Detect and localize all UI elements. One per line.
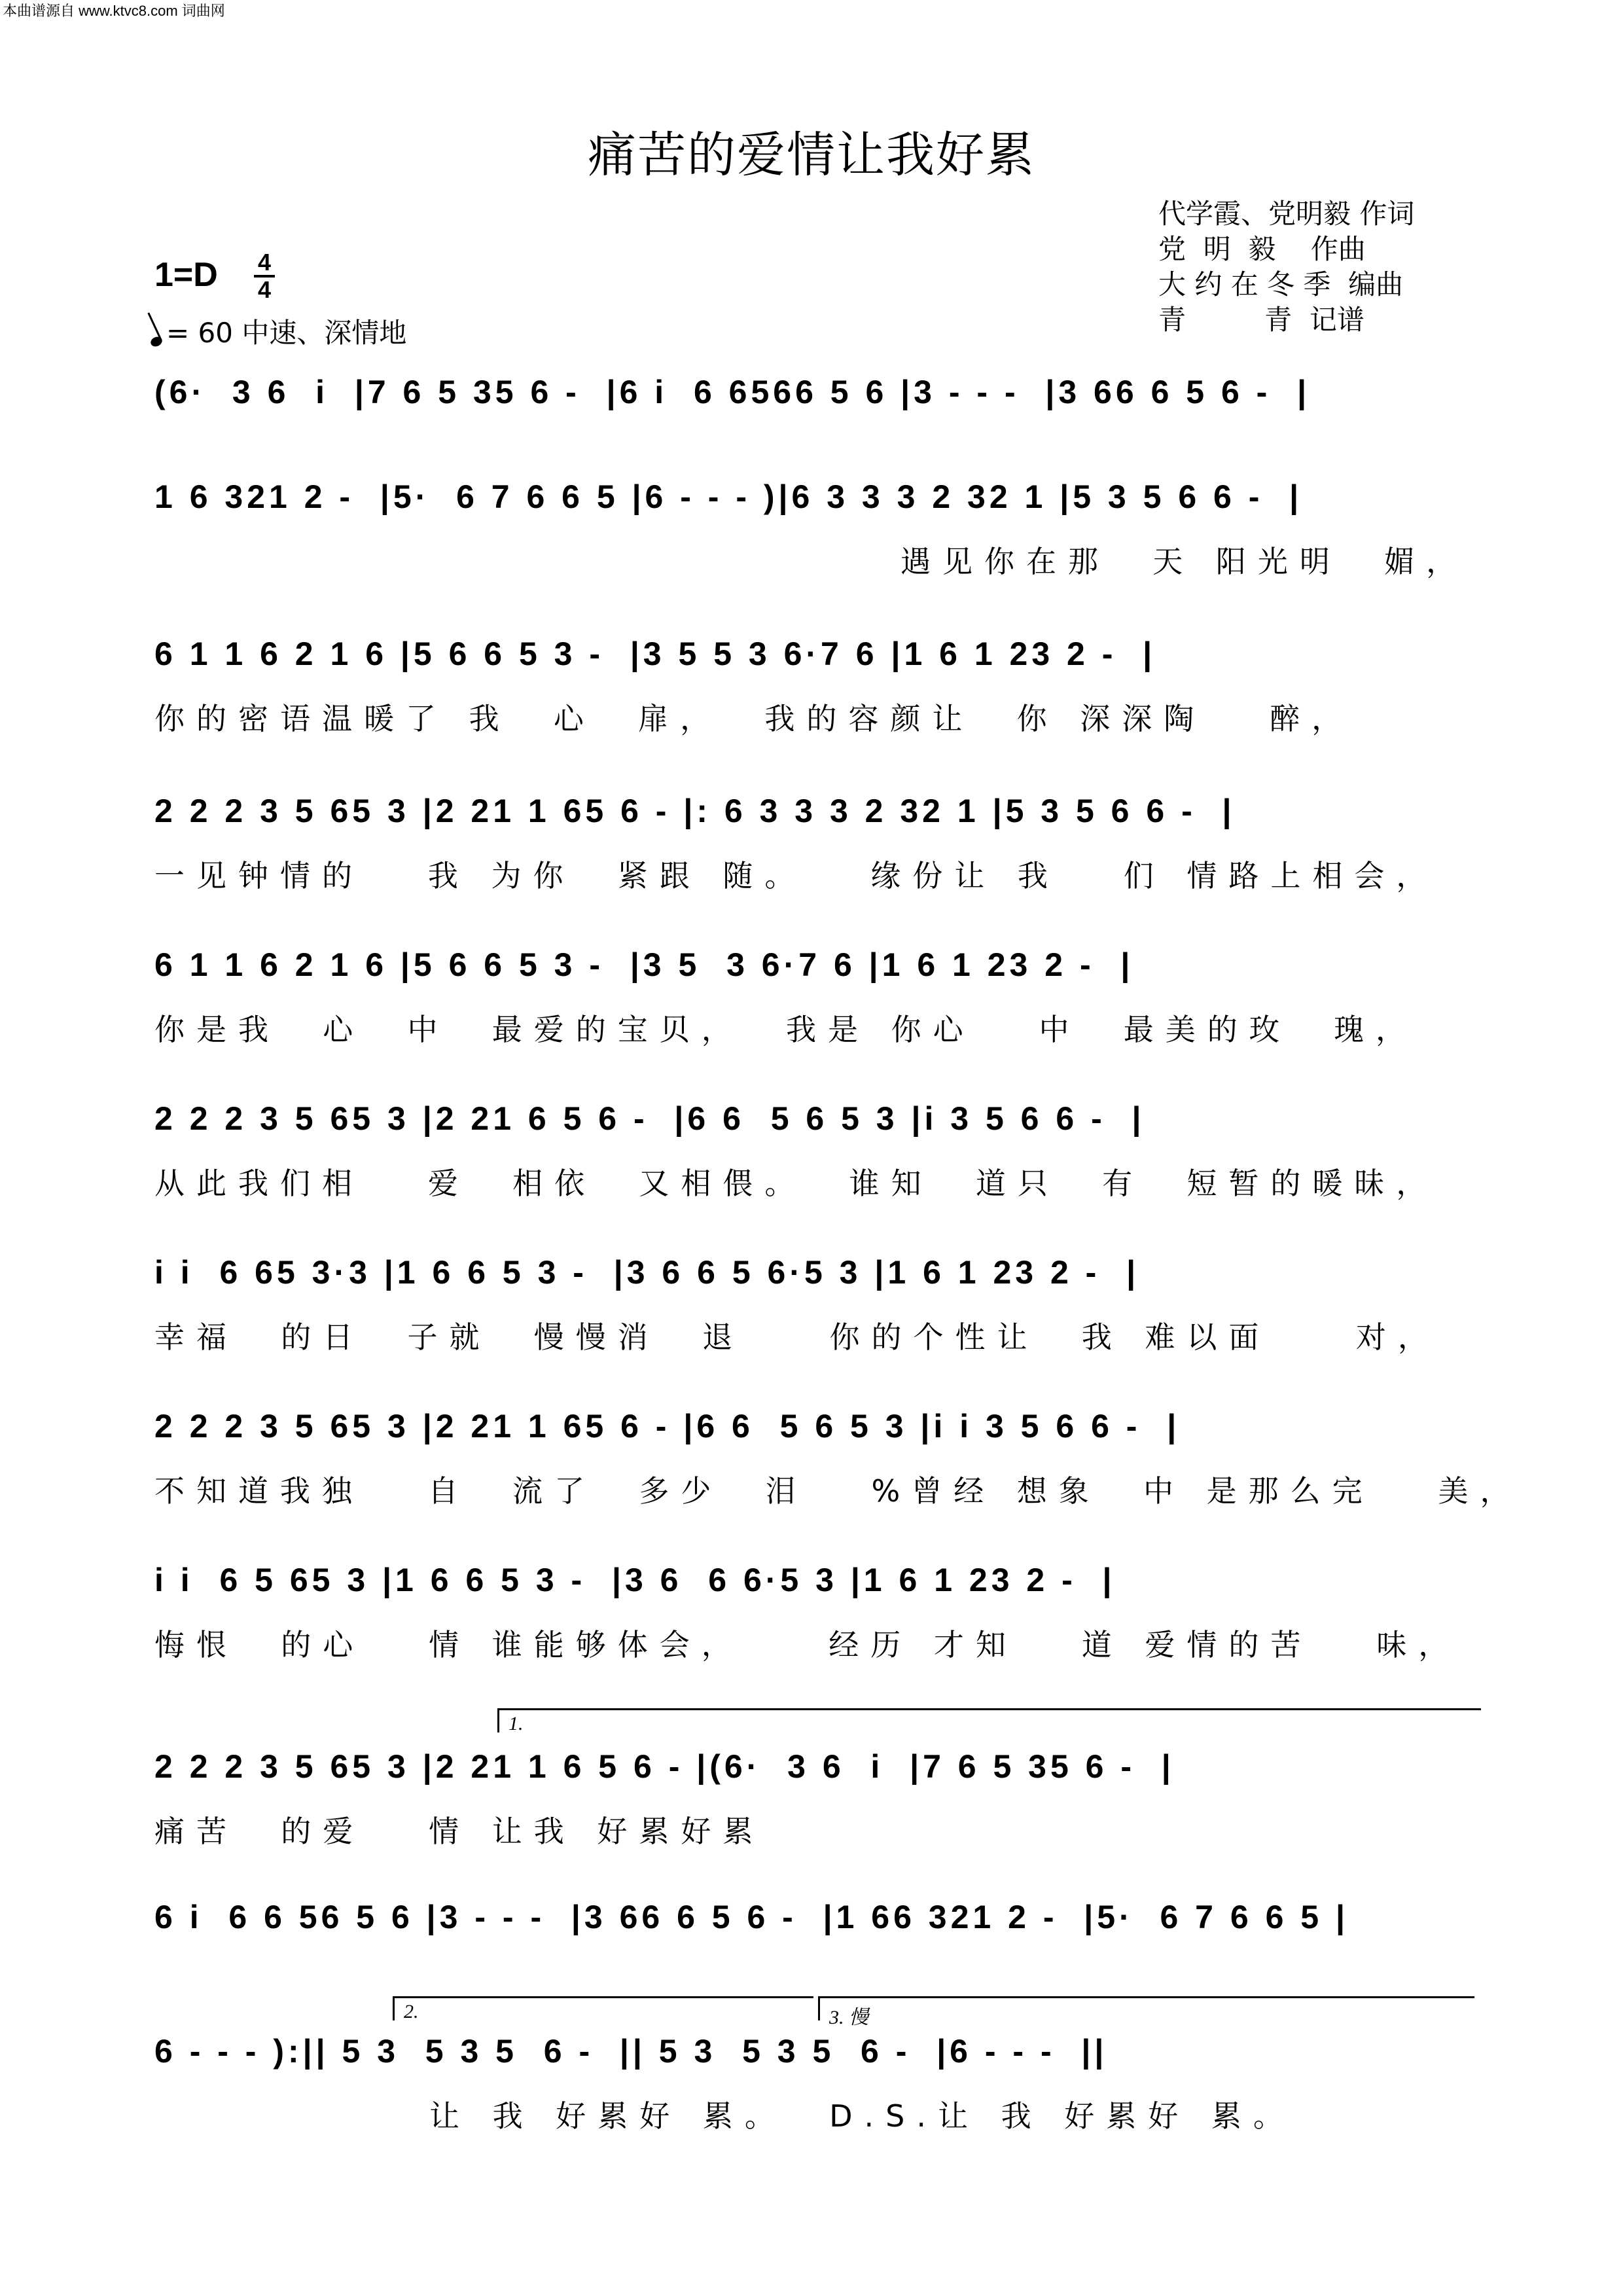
volta-label: 2. (404, 2001, 419, 2022)
credit-lyrics: 代学霞、党明毅 作词 (1158, 198, 1415, 230)
tempo-marking (151, 312, 406, 351)
notes-line: 6 - - - ):|| 5 3 5 3 5 6 - || 5 3 5 3 5 6 - |6 - - - || (154, 2033, 1108, 2070)
lyric-line: 幸福 的日 子就 慢慢消 退 你的个性让 我 难以面 对， (154, 1319, 1440, 1355)
notes-line: 2 2 2 3 5 65 3 |2 21 1 65 6 - |: 6 3 3 3 2 32 1 |5 3 5 6 6 - | (154, 793, 1236, 829)
lyric-line: 你是我 心 中 最爱的宝贝， 我是 你心 中 最美的玫 瑰， (154, 1012, 1418, 1047)
notes-line: 6 i 6 6 56 5 6 |3 - - - |3 66 6 5 6 - |1 66 321 2 - |5· 6 7 6 6 5 | (154, 1899, 1349, 1935)
lyric-line: 一见钟情的 我 为你 紧跟 随。 缘份让 我 们 情路上相会， (154, 858, 1438, 893)
notes-line: 6 1 1 6 2 1 6 |5 6 6 5 3 - |3 5 5 3 6·7 6 |1 6 1 23 2 - | (154, 636, 1156, 672)
volta-label: 3. 慢 (829, 2007, 868, 2028)
lyric-line: 不知道我独 自 流了 多少 泪 %曾经 想象 中 是那么完 美， (154, 1473, 1522, 1509)
notes-line: (6· 3 6 i |7 6 5 35 6 - |6 i 6 6566 5 6 |3 - - - |3 66 6 5 6 - | (154, 374, 1311, 410)
notes-line: 1 6 321 2 - |5· 6 7 6 6 5 |6 - - - )|6 3 3 3 2 32 1 |5 3 5 6 6 - | (154, 478, 1303, 515)
volta-bracket-3 (818, 1996, 1474, 2028)
notes-line: 2 2 2 3 5 65 3 |2 21 6 5 6 - |6 6 5 6 5 3 |i 3 5 6 6 - | (154, 1100, 1145, 1137)
source-header: 本曲谱源自 www.ktvc8.com 词曲网 (3, 3, 225, 19)
notes-line: 6 1 1 6 2 1 6 |5 6 6 5 3 - |3 5 3 6·7 6 |1 6 1 23 2 - | (154, 946, 1134, 983)
notes-line: 2 2 2 3 5 65 3 |2 21 1 6 5 6 - |(6· 3 6 i |7 6 5 35 6 - | (154, 1748, 1175, 1785)
volta-bracket-1 (497, 1708, 1481, 1732)
credit-transcriber: 青 青 记谱 (1158, 304, 1364, 336)
lyric-line: 从此我们相 爱 相依 又相偎。 谁知 道只 有 短暂的暖昧， (154, 1166, 1438, 1201)
volta-label: 1. (508, 1713, 524, 1734)
quarter-note-icon (149, 335, 164, 348)
lyric-line: 遇见你在那 天 阳光明 媚， (901, 544, 1469, 579)
lyric-line: 让 我 好累好 累。 D.S.让 我 好累好 累。 (429, 2098, 1295, 2134)
lyric-line: 悔恨 的心 情 谁能够体会， 经历 才知 道 爱情的苦 味， (154, 1627, 1461, 1662)
time-signature (254, 251, 275, 301)
page-title: 痛苦的爱情让我好累 (588, 127, 1035, 183)
credit-arranger: 大 约 在 冬 季 编曲 (1158, 268, 1404, 300)
notes-line: i i 6 5 65 3 |1 6 6 5 3 - |3 6 6 6·5 3 |1 6 1 23 2 - | (154, 1562, 1116, 1598)
volta-bracket-2 (393, 1996, 813, 2020)
key-signature: 1=D (154, 256, 218, 294)
credit-composer: 党 明 毅 作曲 (1158, 233, 1366, 265)
tempo-text: = 60 中速、深情地 (166, 317, 407, 349)
time-signature-bottom: 4 (257, 276, 272, 303)
notes-line: 2 2 2 3 5 65 3 |2 21 1 65 6 - |6 6 5 6 5 3 |i i 3 5 6 6 - | (154, 1408, 1181, 1444)
lyric-line: 你的密语温暖了 我 心 扉， 我的容颜让 你 深深陶 醉， (154, 701, 1354, 736)
notes-line: i i 6 65 3·3 |1 6 6 5 3 - |3 6 6 5 6·5 3 |1 6 1 23 2 - | (154, 1254, 1140, 1291)
lyric-line: 痛苦 的爱 情 让我 好累好累 (154, 1814, 765, 1849)
credits-block (1158, 196, 1414, 338)
time-signature-top: 4 (257, 249, 272, 276)
